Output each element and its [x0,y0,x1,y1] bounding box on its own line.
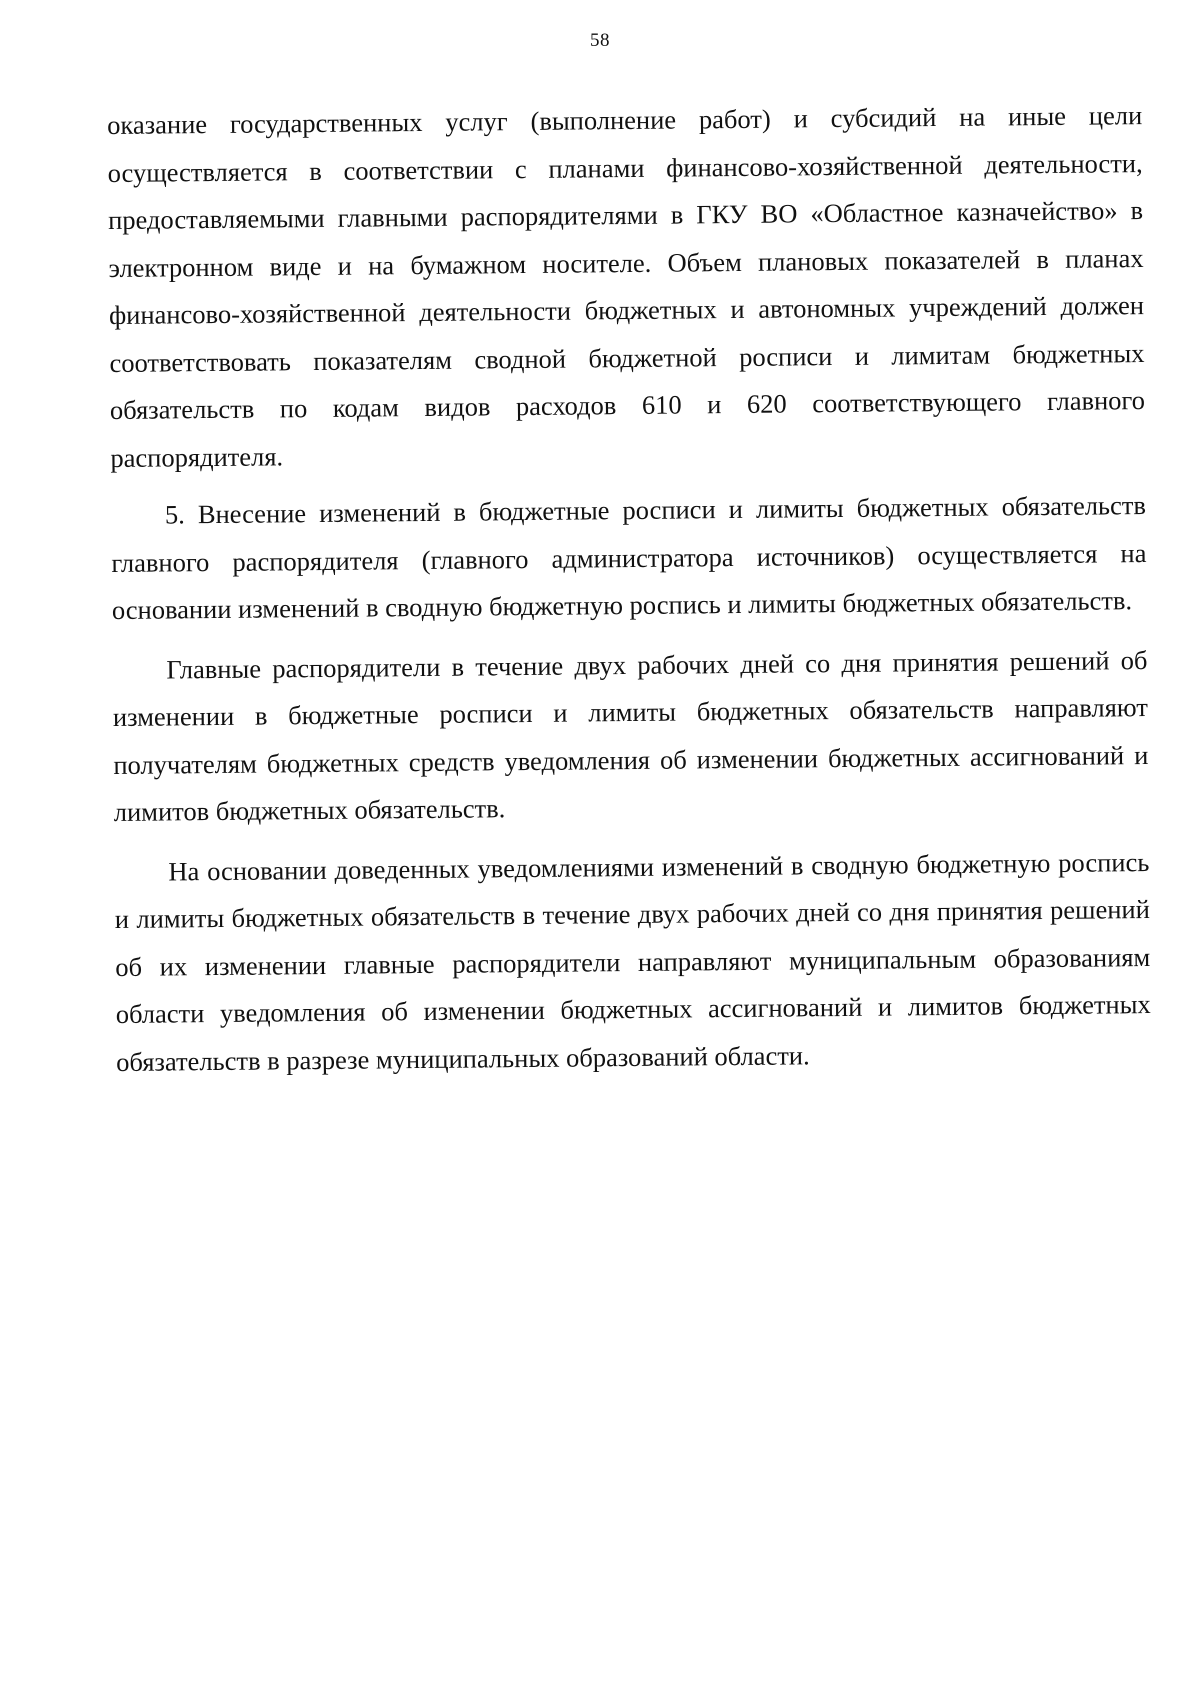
paragraph-item-5: 5. Внесение изменений в бюджетные росписи и лимиты бюджетных обязательств главного распорядителя (главного администратора источников) осуществляется на основании изменений в сводную бюджетную роспись и лимиты бюджетных обязательств. [111,490,1147,625]
paragraph-municipal-notice: На основании доведенных уведомлениями изменений в сводную бюджетную роспись и лимиты бюджетных обязательств в течение двух рабочих дней со дня принятия решений об их изменении главные распорядители направляют муниципальным образованиям области уведомления об изменении бюджетных ассигнований и лимитов бюджетных обязательств в разрезе муниципальных образований области. [114,846,1151,1077]
paragraph-continuation: оказание государственных услуг (выполнение работ) и субсидий на иные цели осуществляется в соответствии с планами финансово-хозяйственной деятельности, предоставляемыми главными распорядителями в ГКУ ВО «Областное казначейство» в электронном виде и на бумажном носителе. Объем плановых показателей в планах финансово-хозяйственной деятельности бюджетных и автономных учреждений должен соответствовать показателям сводной бюджетной росписи и лимитам бюджетных обязательств по кодам видов расходов 610 и 620 соответствующего главного распорядителя. [107,100,1146,473]
paragraph-main-distributors-notice: Главные распорядители в течение двух рабочих дней со дня принятия решений об изменении в бюджетные росписи и лимиты бюджетных обязательств направляют получателям бюджетных средств уведомления об изменении бюджетных ассигнований и лимитов бюджетных обязательств. [112,644,1149,827]
document-body [107,92,1152,1098]
page-number: 58 [590,30,610,51]
